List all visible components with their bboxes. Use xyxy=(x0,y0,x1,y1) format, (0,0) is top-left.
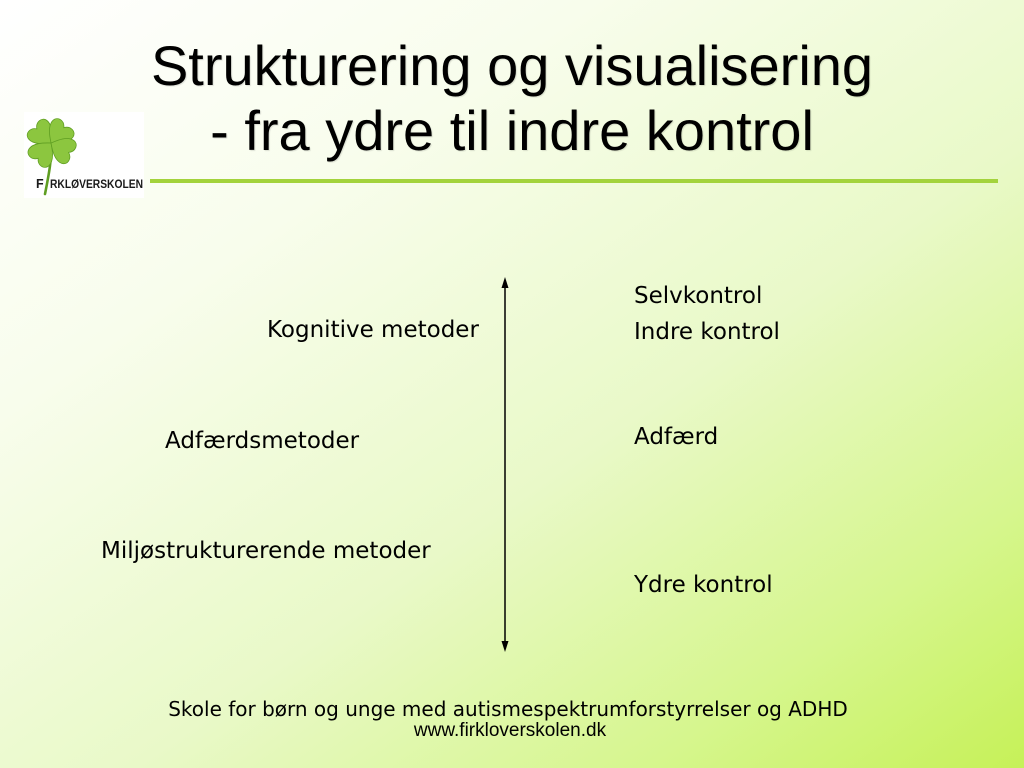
left-label-environmental: Miljøstrukturerende metoder xyxy=(101,538,431,564)
arrow-head-down-icon xyxy=(502,641,509,652)
school-logo xyxy=(24,112,144,198)
title-line-2: - fra ydre til indre kontrol xyxy=(210,99,814,162)
accent-line xyxy=(150,179,998,183)
right-label-behavior: Adfærd xyxy=(634,424,719,450)
right-label-inner-control: Indre kontrol xyxy=(634,319,780,345)
logo-wordmark: RKLØVERSKOLEN xyxy=(50,177,143,191)
footer-url: www.firkloverskolen.dk xyxy=(413,720,607,741)
clover-logo-icon xyxy=(24,112,144,198)
right-label-self-control: Selvkontrol xyxy=(634,283,763,309)
logo-letter-f: F xyxy=(36,177,44,191)
double-arrow xyxy=(495,270,515,660)
arrow-head-up-icon xyxy=(502,277,509,288)
left-label-behavioral: Adfærdsmetoder xyxy=(165,428,360,454)
right-label-outer-control: Ydre kontrol xyxy=(634,572,773,598)
title-line-1: Strukturering og visualisering xyxy=(150,34,874,97)
footer-tagline: Skole for børn og unge med autismespektrumforstyrrelser og ADHD xyxy=(168,697,848,721)
slide-title xyxy=(0,33,1024,163)
left-label-cognitive: Kognitive metoder xyxy=(267,317,479,343)
